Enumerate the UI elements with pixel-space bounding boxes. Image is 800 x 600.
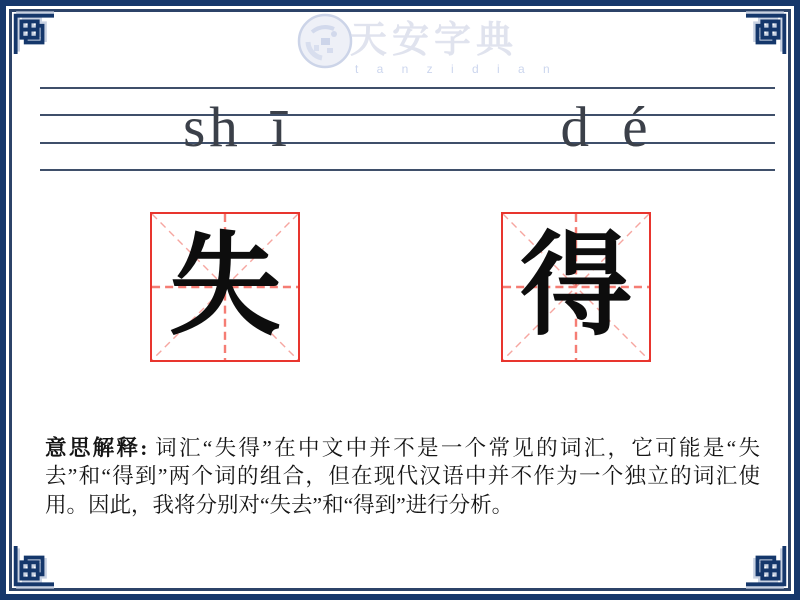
hanzi-de: 得 [520, 225, 632, 349]
definition-body: 词汇“失得”在中文中并不是一个常见的词汇，它可能是“失去”和“得到”两个词的组合，但在现代汉语中并不作为一个独立的词汇使用。因此，我将分别对“失去”和“得到”进行分析。 [45, 435, 761, 517]
guide-line [40, 87, 775, 89]
corner-ornament-icon [8, 546, 54, 592]
character-box-shi [150, 212, 300, 362]
pinyin-shi: sh ī [183, 95, 291, 159]
definition-text [45, 434, 760, 520]
hanzi-shi: 失 [169, 225, 281, 349]
brand-header [296, 12, 557, 76]
brand-title: 天安字典 [350, 20, 518, 61]
definition-label: 意思解释: [45, 435, 148, 460]
brand-subtitle: t a n z i d i a n [355, 62, 558, 76]
corner-ornament-icon [746, 546, 792, 592]
character-box-de [501, 212, 651, 362]
corner-ornament-icon [8, 8, 54, 54]
pinyin-guide-lines [40, 87, 775, 171]
guide-line [40, 169, 775, 171]
corner-ornament-icon [746, 8, 792, 54]
brand-logo-icon [296, 12, 354, 70]
guide-line [40, 142, 775, 144]
pinyin-de: d é [560, 95, 652, 159]
guide-line [40, 114, 775, 116]
